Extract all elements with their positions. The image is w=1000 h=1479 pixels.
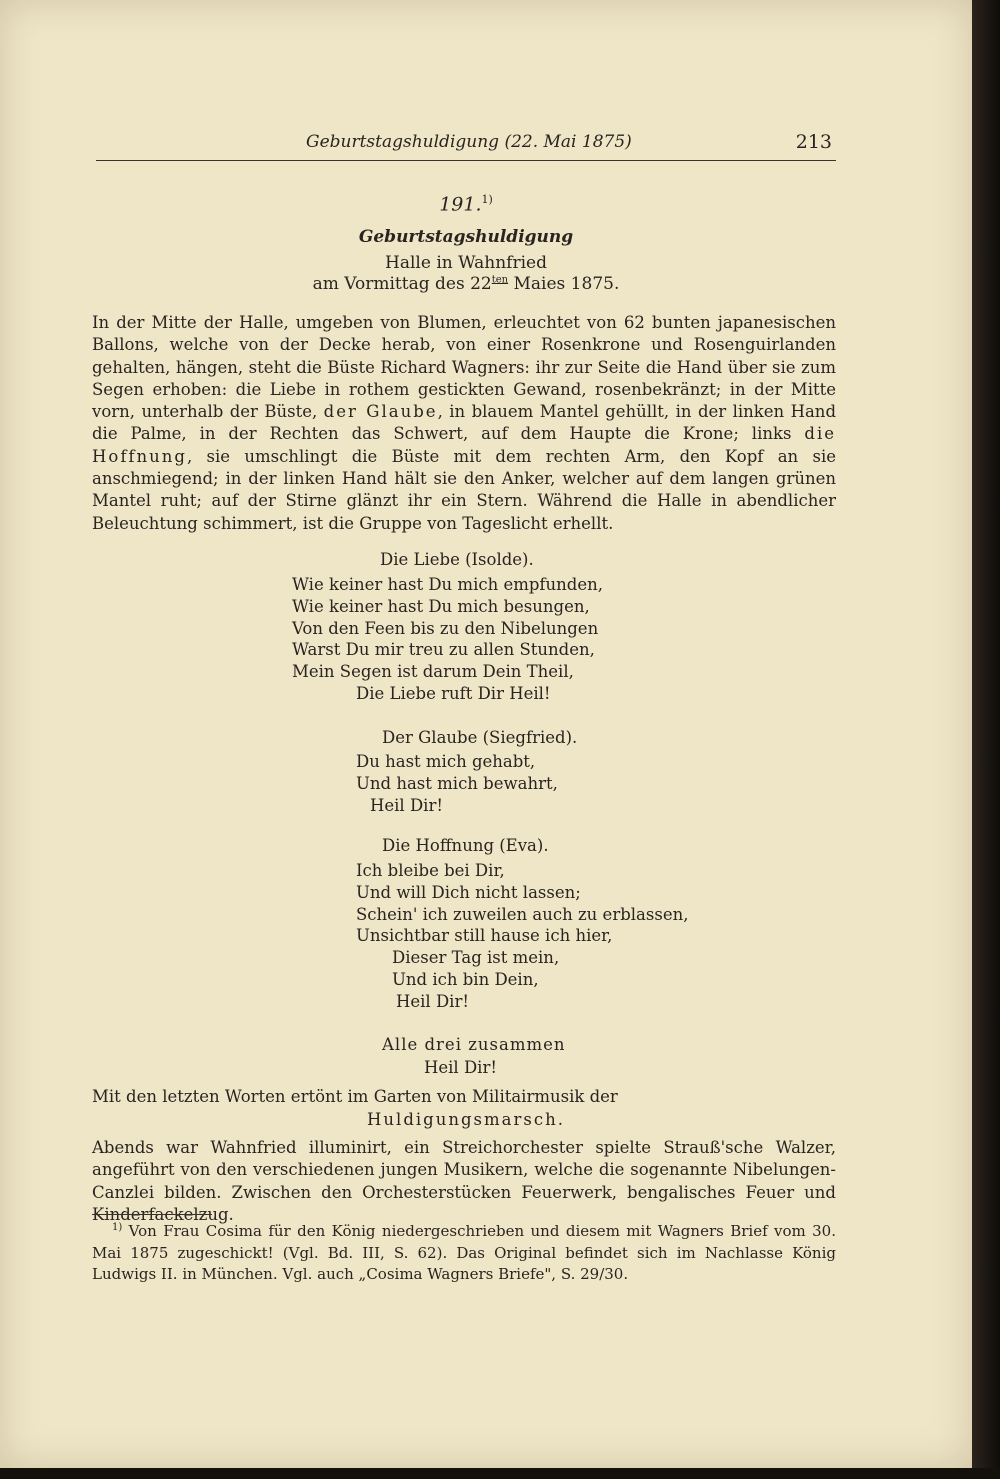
verse-liebe	[292, 574, 603, 705]
footnote-divider	[92, 1214, 212, 1215]
verse-line: Unsichtbar still hause ich hier,	[356, 926, 613, 946]
date-superscript: ten	[491, 274, 509, 286]
intro-part-3: , sie umschlingt die Büste mit dem rechten Arm, den Kopf an sie anschmiegend; in der linken Hand hält sie den Anker, welcher auf dem langen grünen Mantel ruht; auf der Stirne glänzt ihr ein Stern. Während die Halle in abendlicher Beleuchtung schimmert, ist die Gruppe von Tageslicht erhellt.	[92, 446, 836, 533]
entry-number	[96, 193, 836, 215]
page-number: 213	[795, 131, 832, 153]
footnote	[92, 1217, 836, 1286]
verse-line: Die Liebe ruft Dir Heil!	[356, 683, 551, 703]
entry-place: Halle in Wahnfried	[385, 253, 547, 273]
verse-line: Mein Segen ist darum Dein Theil,	[292, 662, 574, 682]
verse-line: Schein' ich zuweilen auch zu erblassen,	[356, 904, 689, 924]
running-header	[96, 128, 836, 161]
footnote-marker: 1)	[112, 1222, 123, 1233]
footnote-text: Von Frau Cosima für den König niedergeschrieben und diesem mit Wagners Brief vom 30. Mai 1875 zugeschickt! (Vgl. Bd. III, S. 62). Das Original befindet sich im Nachlasse König Ludwigs II. in München. Vgl. auch „Cosima Wagners Briefe", S. 29/30.	[92, 1222, 836, 1283]
speaker-alle: Alle drei zusammen	[382, 1035, 566, 1054]
book-spine-edge	[972, 0, 1000, 1479]
verse-glaube	[356, 751, 558, 816]
verse-line: Von den Feen bis zu den Nibelungen	[292, 618, 599, 638]
verse-line: Heil Dir!	[396, 991, 469, 1011]
verse-line: Und hast mich bewahrt,	[356, 773, 558, 793]
speaker-liebe: Die Liebe (Isolde).	[380, 550, 534, 569]
verse-line: Heil Dir!	[370, 795, 443, 815]
huldigungsmarsch: Huldigungsmarsch.	[367, 1110, 565, 1129]
verse-line: Wie keiner hast Du mich empfunden,	[292, 575, 603, 594]
verse-line: Und ich bin Dein,	[392, 969, 539, 989]
verse-line: Ich bleibe bei Dir,	[356, 861, 505, 880]
verse-line: Wie keiner hast Du mich besungen,	[292, 596, 590, 616]
date-suffix: Maies 1875.	[508, 274, 620, 294]
evening-paragraph: Abends war Wahnfried illuminirt, ein Streichorchester spielte Strauß'sche Walzer, angeführt von den verschiedenen jungen Musikern, welche die sogenannte Nibelungen-Canzlei bilden. Zwischen den Orchesterstücken Feuerwerk, bengalisches Feuer und Kinderfackelzug.	[92, 1138, 836, 1224]
book-bottom-edge	[0, 1468, 1000, 1479]
date-prefix: am Vormittag des 22	[312, 274, 492, 294]
speaker-glaube: Der Glaube (Siegfried).	[382, 728, 578, 747]
running-title: Geburtstagshuldigung (22. Mai 1875)	[306, 132, 632, 152]
intro-part-2: , in blauem Mantel gehüllt, in der linken Hand die Palme, in der Rechten das Schwert, auf dem Haupte die Krone; links	[92, 402, 837, 444]
closing-line: Mit den letzten Worten ertönt im Garten von Militairmusik der	[92, 1087, 618, 1106]
glaube-emphasis: der Glaube	[323, 402, 438, 422]
speaker-hoffnung: Die Hoffnung (Eva).	[382, 836, 549, 855]
verse-hoffnung	[356, 860, 688, 1013]
hoffnung-emphasis: die Hoffnung	[92, 424, 836, 466]
scene-description	[92, 312, 836, 535]
verse-alle	[424, 1057, 497, 1079]
verse-line: Du hast mich gehabt,	[356, 752, 536, 771]
verse-line: Warst Du mir treu zu allen Stunden,	[292, 640, 595, 660]
verse-line: Und will Dich nicht lassen;	[356, 882, 581, 902]
entry-title: Geburtstagshuldigung	[358, 227, 574, 247]
footnote-reference: 1)	[481, 193, 493, 206]
entry-number-text: 191.	[439, 193, 482, 216]
verse-line: Heil Dir!	[424, 1058, 497, 1077]
intro-part-1: In der Mitte der Halle, umgeben von Blumen, erleuchtet von 62 bunten japanesischen Ballons, welche von der Decke herab, von einer Rosenkrone und Rosenguirlanden gehalten, hängen, steht die Büste Richard Wagners: ihr zur Seite die Hand über sie zum Segen erhoben: die Liebe in rothem gestickten Gewand, rosenbekränzt; in der Mitte vorn, unterhalb der Büste,	[92, 313, 836, 422]
verse-line: Dieser Tag ist mein,	[392, 948, 560, 968]
entry-date	[96, 274, 836, 294]
